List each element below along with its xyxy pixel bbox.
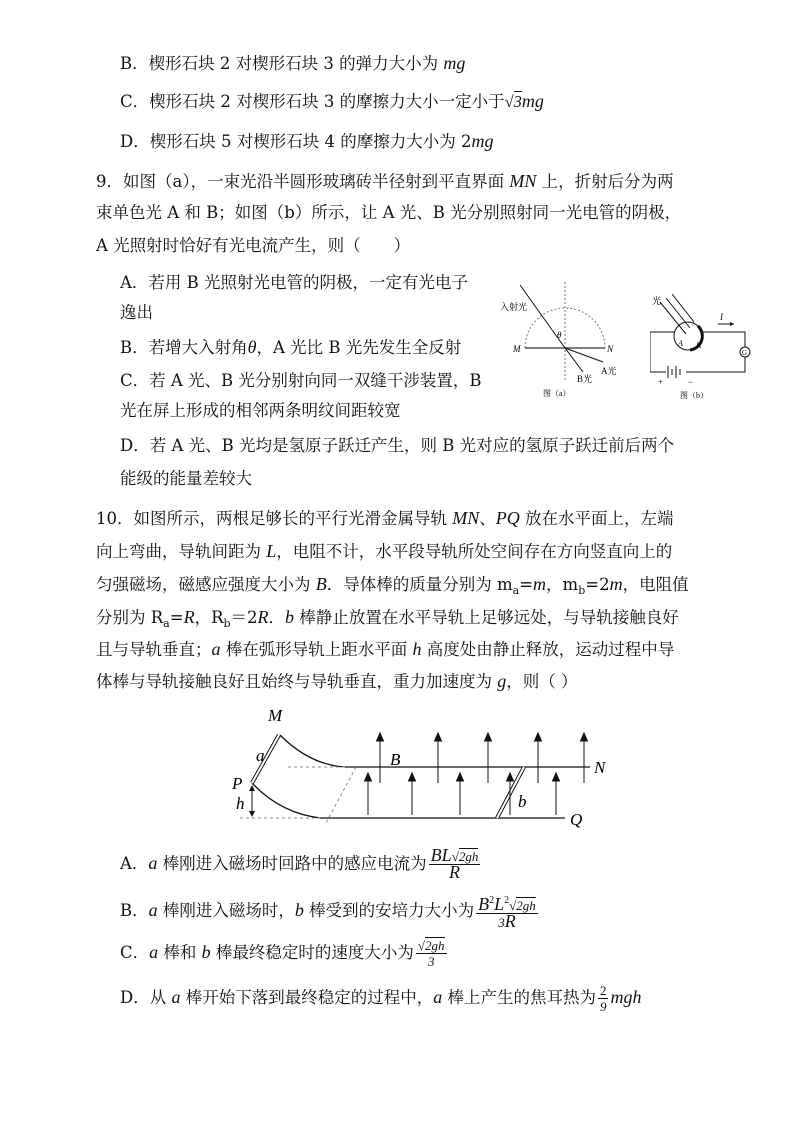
- q9-stem-1: [96, 170, 674, 193]
- theta-label: θ: [557, 330, 562, 340]
- math-variable: R: [183, 607, 195, 627]
- current-label: I: [720, 312, 723, 322]
- radicand: 2gh: [516, 898, 536, 913]
- text-run: 光在屏上形成的相邻两条明纹间距较宽: [120, 401, 401, 420]
- math-variable: B: [478, 894, 490, 914]
- text-run: ，则（ ）: [506, 672, 578, 691]
- text-run: ＝2: [230, 608, 258, 627]
- math-variable: θ: [247, 337, 257, 357]
- a-light-label: A光: [601, 366, 617, 376]
- text-run: 、: [479, 509, 496, 528]
- text-run: 棒在弧形导轨上距水平面: [220, 640, 413, 659]
- fraction: [598, 983, 609, 1014]
- superscript: 2: [489, 895, 495, 906]
- text-run: =2: [585, 575, 610, 594]
- text-run: 分别为 R: [96, 608, 164, 627]
- text-run: 高度处由静止释放，运动过程中导: [421, 640, 675, 659]
- arrowhead: [553, 773, 560, 781]
- text-run: ，m: [546, 575, 579, 594]
- math-variable: R: [449, 862, 460, 882]
- text-run: A 光照射时恰好有光电流产生，则（ ）: [96, 236, 411, 255]
- rail-q-label: Q: [570, 810, 583, 829]
- text-run: ，电阻不计，水平段导轨所处空间存在方向竖直向上的: [276, 542, 673, 561]
- b-light-label: B光: [577, 374, 593, 384]
- field-b-label: B: [390, 750, 401, 769]
- math-variable: b: [285, 607, 295, 627]
- subscript: b: [223, 617, 231, 630]
- q9-option-b: [120, 336, 461, 359]
- math-variable: mg: [471, 131, 494, 151]
- math-variable: MN: [452, 508, 480, 528]
- figure-a-caption: 图（a）: [543, 389, 571, 398]
- denominator: [449, 862, 460, 882]
- math-variable: mg: [521, 91, 544, 111]
- arrowhead: [581, 733, 588, 741]
- incident-light-label: 入射光: [500, 302, 528, 312]
- radical-sign: √: [417, 938, 426, 953]
- text-run: C．: [120, 943, 150, 962]
- text-run: 9: [599, 999, 607, 1014]
- text-run: 上，折射后分为两: [536, 172, 674, 191]
- fraction: [476, 893, 538, 930]
- figure-b-caption: 图（b）: [680, 391, 708, 400]
- q10-stem-2: [96, 540, 672, 563]
- radicand: 2gh: [458, 849, 479, 864]
- q9-stem-3: [96, 235, 410, 257]
- q9-option-a-1: [120, 272, 468, 294]
- math-variable: m: [533, 574, 547, 594]
- q10-stem-6: [96, 670, 578, 693]
- rail-n-label: N: [594, 758, 606, 777]
- math-variable: a: [148, 900, 158, 920]
- text-run: 9．如图（a），一束光沿半圆形玻璃砖半径射到平直界面: [96, 172, 510, 191]
- text-run: ，A 光比 B 光先发生全反射: [256, 338, 462, 357]
- q9-stem-2: [96, 202, 681, 224]
- math-variable: L: [266, 541, 277, 561]
- text-run: ，R: [194, 608, 224, 627]
- math-variable: b: [294, 900, 304, 920]
- figure-a-refraction: [495, 282, 625, 402]
- text-run: 棒最终稳定时的速度大小为: [210, 943, 414, 962]
- text-run: D．楔形石块 5 对楔形石块 4 的摩擦力大小为 2: [120, 132, 472, 151]
- text-run: 棒上产生的焦耳热为: [442, 988, 596, 1007]
- math-variable: h: [412, 639, 422, 659]
- text-run: =: [519, 575, 534, 594]
- math-variable: B: [315, 574, 327, 594]
- math-variable: R: [504, 911, 516, 931]
- fraction: [416, 938, 447, 969]
- fraction: [429, 845, 481, 882]
- rod-b-label: b: [518, 792, 527, 811]
- text-run: 3: [427, 954, 435, 969]
- math-variable: BL: [430, 845, 452, 865]
- math-variable: a: [149, 942, 159, 962]
- q10-option-b: [120, 893, 540, 930]
- q10-stem-5: [96, 638, 674, 661]
- radical-sign: √: [451, 849, 459, 864]
- arrowhead: [435, 733, 442, 741]
- arrowhead: [377, 733, 384, 741]
- text-run: D．若 A 光、B 光均是氢原子跃迁产生，则 B 光对应的氢原子跃迁前后两个: [120, 436, 675, 455]
- denominator: [498, 911, 516, 931]
- text-run: 棒和: [158, 943, 202, 962]
- galvanometer-label: G: [742, 349, 748, 357]
- q10-stem-1: [96, 507, 674, 530]
- math-variable: mg: [443, 53, 466, 73]
- text-run: 棒刚进入磁场时，: [157, 901, 295, 920]
- q9-option-c-1: [120, 370, 482, 392]
- arrowhead: [507, 773, 514, 781]
- text-run: 2: [599, 983, 607, 998]
- text-run: 10．如图所示，两根足够长的平行光滑金属导轨: [96, 509, 453, 528]
- subscript: a: [512, 584, 520, 597]
- q10-option-c: [120, 938, 449, 969]
- denominator: [600, 999, 607, 1014]
- text-run: B．: [120, 901, 149, 920]
- math-variable: g: [497, 671, 507, 691]
- text-run: A．: [120, 854, 149, 873]
- q8-option-c: [120, 90, 544, 113]
- text-run: 体棒与导轨接触良好且始终与导轨垂直，重力加速度为: [96, 672, 498, 691]
- math-variable: a: [433, 987, 443, 1007]
- q9-option-c-2: [120, 400, 401, 422]
- figure-b-phototube: [650, 290, 760, 402]
- text-run: 棒开始下落到最终稳定的过程中，: [180, 988, 434, 1007]
- cathode-label: K: [696, 341, 702, 350]
- height-h-label: h: [236, 794, 245, 813]
- rod-a-label: a: [256, 746, 265, 765]
- radicand: 3: [513, 92, 522, 111]
- math-variable: L: [494, 894, 505, 914]
- math-variable: MN: [509, 171, 537, 191]
- radicand: 2gh: [425, 938, 445, 953]
- math-variable: b: [201, 942, 211, 962]
- light-label: 光: [652, 296, 662, 306]
- text-run: 向上弯曲，导轨间距为: [96, 542, 267, 561]
- arrowhead: [535, 733, 542, 741]
- anode-label: A: [678, 339, 683, 348]
- text-run: 能级的能量差较大: [120, 469, 252, 488]
- superscript: 2: [504, 895, 510, 906]
- numerator: [598, 983, 609, 999]
- numerator: [416, 938, 447, 954]
- denominator: [428, 954, 435, 969]
- q10-stem-4: [96, 606, 679, 635]
- arrowhead: [365, 773, 372, 781]
- m-label: M: [513, 344, 521, 354]
- text-run: ，电阻值: [622, 575, 689, 594]
- minus-label: −: [688, 377, 694, 387]
- square-root: [505, 91, 522, 111]
- math-variable: a: [171, 987, 181, 1007]
- text-run: 逸出: [120, 303, 153, 322]
- text-run: ．: [268, 608, 286, 627]
- text-run: 3: [498, 915, 505, 930]
- n-label: N: [607, 344, 614, 354]
- q8-option-b: [120, 52, 465, 75]
- text-run: C．楔形石块 2 对楔形石块 3 的摩擦力大小一定小于: [120, 92, 505, 111]
- text-run: B．楔形石块 2 对楔形石块 3 的弹力大小为: [120, 54, 444, 73]
- text-run: =: [169, 608, 184, 627]
- text-run: D．从: [120, 988, 172, 1007]
- q9-option-d-1: [120, 435, 674, 457]
- math-variable: m: [609, 574, 623, 594]
- text-run: A．若用 B 光照射光电管的阴极，一定有光电子: [120, 273, 469, 292]
- text-run: 匀强磁场，磁感应强度大小为: [96, 575, 316, 594]
- math-variable: mgh: [610, 987, 642, 1007]
- text-run: 棒刚进入磁场时回路中的感应电流为: [157, 854, 427, 873]
- text-run: 且与导轨垂直；: [96, 640, 212, 659]
- q10-option-d: [120, 983, 641, 1014]
- text-run: 束单色光 A 和 B；如图（b）所示，让 A 光、B 光分别照射同一光电管的阴极，: [96, 203, 682, 222]
- math-variable: a: [211, 639, 221, 659]
- text-run: B．若增大入射角: [120, 338, 248, 357]
- q8-option-d: [120, 130, 493, 153]
- math-variable: a: [148, 853, 158, 873]
- arrowhead: [409, 773, 416, 781]
- radical-sign: √: [504, 92, 514, 111]
- arrowhead: [457, 773, 464, 781]
- plus-label: +: [658, 377, 664, 387]
- arrowhead: [485, 733, 492, 741]
- subscript: a: [163, 617, 170, 630]
- rail-m-label: M: [268, 706, 283, 725]
- text-run: 棒静止放置在水平导轨上足够远处，与导轨接触良好: [294, 608, 679, 627]
- text-run: C．若 A 光、B 光分别射向同一双缝干涉装置，B: [120, 371, 482, 390]
- rail-p-label: P: [232, 774, 243, 793]
- text-run: 放在水平面上，左端: [519, 509, 674, 528]
- square-root: [418, 937, 445, 953]
- math-variable: R: [257, 607, 269, 627]
- figure-rails: [220, 705, 640, 835]
- math-variable: PQ: [495, 508, 520, 528]
- q10-stem-3: [96, 573, 689, 602]
- text-run: ．导体棒的质量分别为 m: [326, 575, 513, 594]
- radical-sign: √: [509, 898, 517, 913]
- q9-option-a-2: [120, 302, 153, 324]
- q10-option-a: [120, 845, 482, 882]
- text-run: 棒受到的安培力大小为: [303, 901, 475, 920]
- q9-option-d-2: [120, 468, 252, 490]
- subscript: b: [578, 584, 586, 597]
